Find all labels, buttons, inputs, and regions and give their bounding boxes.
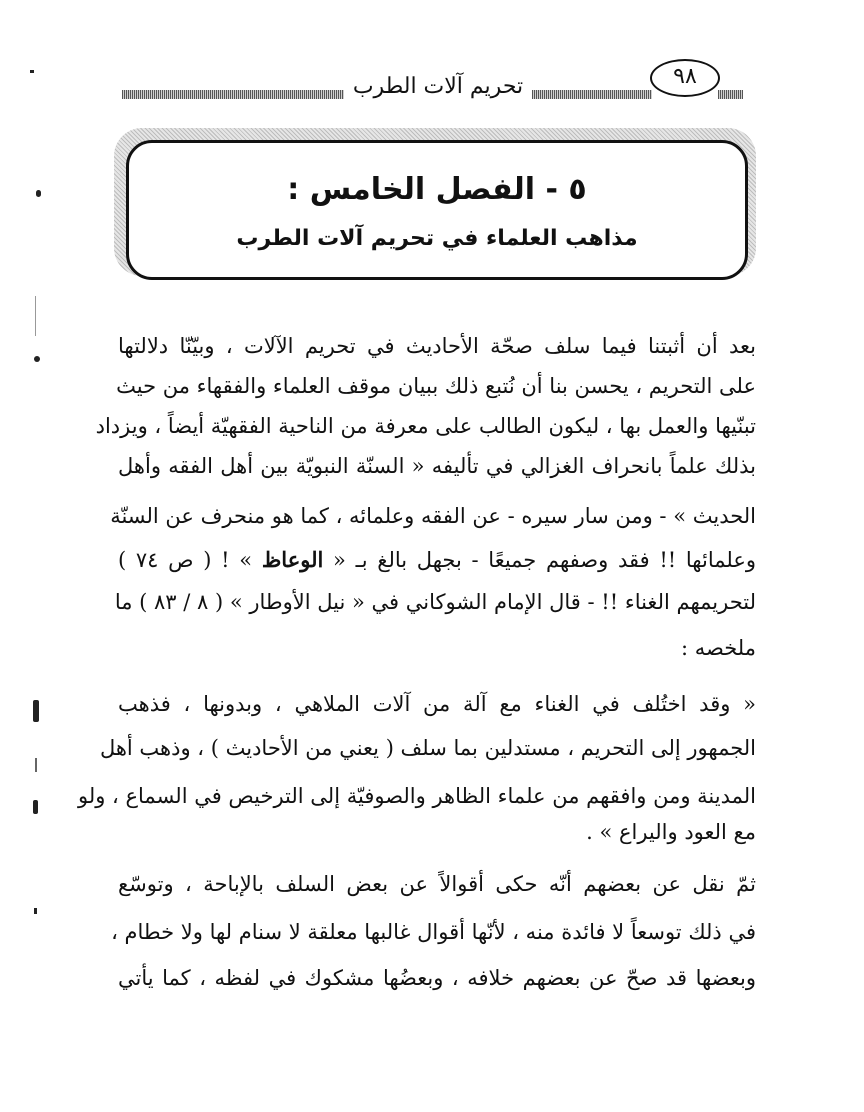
page-number: ٩٨	[673, 64, 697, 89]
line-6-text-after: » ! ( ص ٧٤ )	[118, 548, 262, 572]
paragraph-3-line-1: ثمّ نقل عن بعضهم أنّه حكى أقوالاً عن بعض السلف بالإباحة ، وتوسّع	[118, 872, 756, 896]
paragraph-1-line-3: تبنّيها والعمل بها ، ليكون الطالب على معرفة من الناحية الفقهيّة أيضاً ، ويزداد	[95, 414, 756, 438]
chapter-title: ٥ - الفصل الخامس :	[287, 172, 587, 207]
scan-speck	[36, 190, 41, 197]
emphasized-word: الوعاظ	[261, 547, 324, 572]
chapter-subtitle: مذاهب العلماء في تحريم آلات الطرب	[236, 226, 638, 251]
paragraph-1-line-1: بعد أن أثبتنا فيما سلف صحّة الأحاديث في تحريم الآلات ، وبيّنّا دلالتها	[118, 334, 756, 358]
scan-speck	[35, 296, 36, 336]
scan-speck	[35, 758, 37, 772]
paragraph-3-line-3: وبعضها قد صحّ عن بعضهم خلافه ، وبعضُها مشكوك في لفظه ، كما يأتي	[118, 966, 756, 990]
paragraph-2-line-2: الجمهور إلى التحريم ، مستدلين بما سلف ( يعني من الأحاديث ) ، وذهب أهل	[99, 736, 756, 760]
running-header-title: تحريم آلات الطرب	[352, 74, 524, 99]
scan-speck	[33, 700, 39, 722]
header-rule-right	[718, 90, 743, 99]
scan-speck	[34, 356, 40, 362]
paragraph-1-line-6	[118, 540, 756, 580]
paragraph-1-line-5: الحديث » - ومن سار سيره - عن الفقه وعلمائه ، كما هو منحرف عن السنّة	[110, 504, 756, 528]
header-rule-left	[122, 90, 344, 99]
scan-speck	[34, 908, 37, 914]
header-rule-middle	[532, 90, 652, 99]
scan-speck	[30, 70, 34, 73]
paragraph-1-line-8: ملخصه :	[681, 636, 756, 660]
paragraph-2-line-3: المدينة ومن وافقهم من علماء الظاهر والصوفيّة إلى الترخيص في السماع ، ولو	[77, 784, 756, 808]
paragraph-1-line-7: لتحريمهم الغناء !! - قال الإمام الشوكاني في « نيل الأوطار » ( ٨ / ٨٣ ) ما	[114, 590, 756, 614]
paragraph-3-line-2: في ذلك توسعاً لا فائدة منه ، لأنّها أقوال غالبها معلقة لا سنام لها ولا خطام ،	[111, 920, 756, 944]
line-6-text-before: وعلمائها !! فقد وصفهم جميعًا - بجهل بالغ بـ «	[323, 548, 756, 572]
paragraph-2-line-1: « وقد اختُلف في الغناء مع آلة من آلات الملاهي ، وبدونها ، فذهب	[118, 692, 756, 716]
paragraph-1-line-2: على التحريم ، يحسن بنا أن نُتبع ذلك ببيان موقف العلماء والفقهاء من حيث	[116, 374, 756, 398]
paragraph-2-line-4: مع العود واليراع » .	[586, 820, 756, 844]
scan-speck	[33, 800, 38, 814]
paragraph-1-line-4: بذلك علماً بانحراف الغزالي في تأليفه « السنّة النبويّة بين أهل الفقه وأهل	[118, 454, 756, 478]
